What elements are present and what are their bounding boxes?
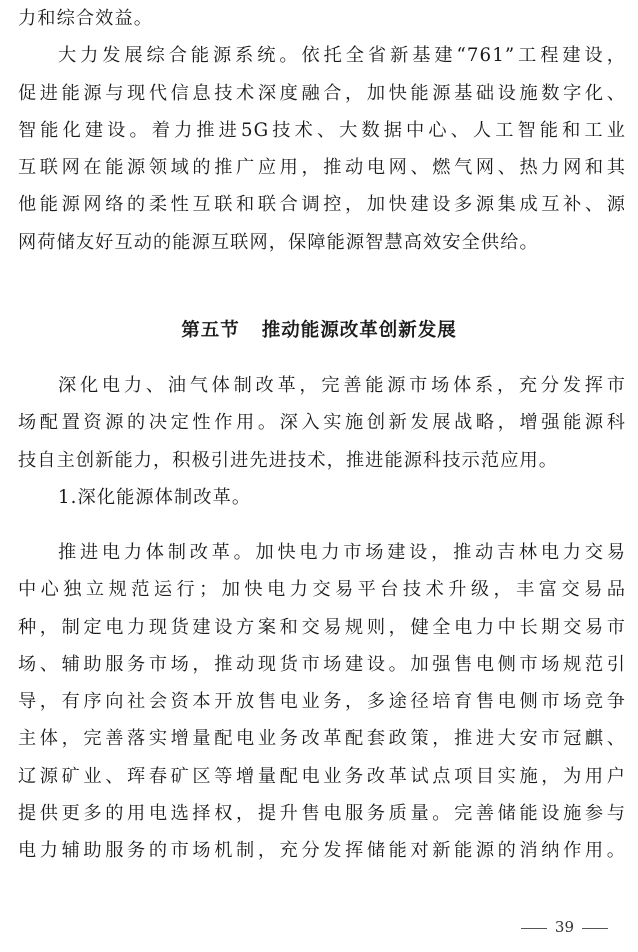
text-line: 辽源矿业、珲春矿区等增量配电业务改革试点项目实施，为用户 — [18, 765, 626, 787]
text-line: 互联网在能源领域的推广应用，推动电网、燃气网、热力网和其 — [18, 157, 626, 179]
paragraph-intro — [18, 367, 626, 516]
paragraph-integrated-energy — [18, 0, 626, 261]
text-line: 主体，完善落实增量配电业务改革配套政策，推进大安市冠麒、 — [18, 728, 626, 750]
footer-dash-right — [582, 928, 608, 929]
text-line: 深化电力、油气体制改革，完善能源市场体系，充分发挥市 — [58, 375, 626, 396]
text-line: 推进电力体制改革。加快电力市场建设，推动吉林电力交易 — [58, 542, 626, 563]
text-line: 大力发展综合能源系统。依托全省新基建“761”工程建设， — [58, 45, 626, 67]
section-heading — [0, 316, 638, 342]
text-line: 场配置资源的决定性作用。深入实施创新发展战略，增强能源科 — [18, 412, 626, 434]
text-line: 种，制定电力现货建设方案和交易规则，健全电力中长期交易市 — [18, 616, 626, 638]
footer-dash-left — [521, 928, 547, 929]
page-footer — [513, 918, 616, 936]
text-line: 提供更多的用电选择权，提升售电服务质量。完善储能设施参与 — [18, 803, 626, 825]
text-line: 场、辅助服务市场，推动现货市场建设。加强售电侧市场规范引 — [18, 653, 626, 675]
text-line: 力和综合效益。 — [18, 8, 154, 29]
text-line: 中心独立规范运行；加快电力交易平台技术升级，丰富交易品 — [18, 579, 626, 601]
page-number: 39 — [554, 918, 574, 936]
text-line: 技自主创新能力，积极引进先进技术，推进能源科技示范应用。 — [18, 449, 559, 471]
text-line: 导，有序向社会资本开放售电业务，多途径培育售电侧市场竞争 — [18, 691, 626, 713]
text-line: 促进能源与现代信息技术深度融合，加快能源基础设施数字化、 — [18, 82, 626, 104]
text-line: 网荷储友好互动的能源互联网，保障能源智慧高效安全供给。 — [18, 231, 539, 253]
text-line: 他能源网络的柔性互联和联合调控，加快建设多源集成互补、源 — [18, 194, 626, 216]
subheading: 1.深化能源体制改革。 — [58, 486, 252, 508]
section-title: 推动能源改革创新发展 — [261, 320, 457, 341]
paragraph-power-reform — [18, 534, 626, 870]
text-line: 电力辅助服务的市场机制，充分发挥储能对新能源的消纳作用。 — [18, 840, 626, 862]
text-line: 智能化建设。着力推进5G技术、大数据中心、人工智能和工业 — [18, 119, 626, 141]
section-number: 第五节 — [181, 320, 240, 341]
